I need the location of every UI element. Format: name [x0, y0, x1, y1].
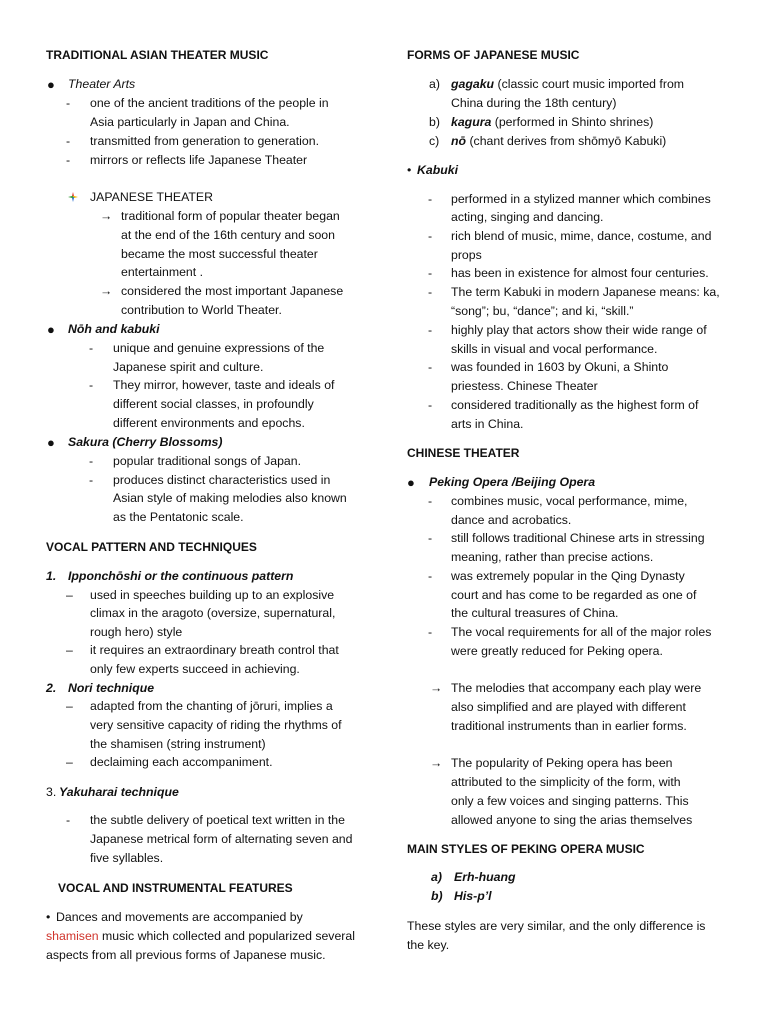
kabuki-item: considered traditionally as the highest form of	[451, 398, 699, 412]
arrow-icon: →	[100, 209, 113, 223]
bullet-dot: •	[46, 910, 51, 924]
form-item	[451, 132, 666, 151]
arrow-icon: →	[430, 681, 443, 695]
bullet-dot: ●	[47, 77, 55, 92]
arrow-icon: →	[100, 284, 113, 298]
kabuki-item: highly play that actors show their wide range of	[451, 323, 707, 337]
features-line-2-rest: music which collected and popularized several	[98, 929, 355, 943]
bullet-dot: ●	[47, 322, 55, 337]
dash: -	[428, 323, 433, 337]
dash: –	[66, 755, 73, 769]
features-line: Dances and movements are accompanied by	[56, 910, 303, 924]
technique-number: 3.	[46, 785, 57, 799]
kabuki-item: has been in existence for almost four centuries.	[451, 266, 709, 280]
dash: -	[428, 398, 433, 412]
kabuki-item: rich blend of music, mime, dance, costume, and	[451, 229, 712, 243]
form-term: nō	[451, 134, 467, 148]
theater-arts-title: Theater Arts	[68, 77, 136, 91]
peking-item: combines music, vocal performance, mime,	[451, 494, 688, 508]
bullet-dot: •	[407, 163, 412, 177]
kabuki-item: performed in a stylized manner which combines	[451, 192, 711, 206]
dash: –	[66, 643, 73, 657]
dash: -	[66, 96, 71, 110]
form-desc: (performed in Shinto shrines)	[491, 115, 654, 129]
japanese-theater-item: at the end of the 16th century and soon	[121, 228, 335, 242]
heading-forms-of-japanese-music: FORMS OF JAPANESE MUSIC	[407, 48, 580, 62]
shamisen-highlight: shamisen	[46, 929, 99, 943]
dash: -	[428, 192, 433, 206]
dash: -	[428, 494, 433, 508]
theater-arts-item: mirrors or reflects life Japanese Theater	[90, 153, 308, 167]
technique-number: 2.	[46, 681, 57, 695]
dash: -	[89, 473, 94, 487]
heading-main-styles: MAIN STYLES OF PEKING OPERA MUSIC	[407, 842, 645, 856]
peking-arrow-item: attributed to the simplicity of the form, with	[451, 775, 681, 789]
form-term: gagaku	[451, 77, 495, 91]
kabuki-item: was founded in 1603 by Okuni, a Shinto	[451, 360, 669, 374]
theater-arts-item: one of the ancient traditions of the people in	[90, 96, 329, 110]
peking-item: still follows traditional Chinese arts in stressing	[451, 531, 705, 545]
technique3-title: Yakuharai technique	[59, 785, 179, 799]
sakura-item: as the Pentatonic scale.	[113, 510, 244, 524]
theater-arts-item: transmitted from generation to generation.	[90, 134, 319, 148]
kabuki-item: skills in visual and vocal performance.	[451, 342, 658, 356]
dash: -	[428, 285, 433, 299]
heading-chinese-theater: CHINESE THEATER	[407, 446, 520, 460]
japanese-theater-item: considered the most important Japanese	[121, 284, 344, 298]
sakura-title: Sakura (Cherry Blossoms)	[68, 435, 223, 449]
closing-text: the key.	[407, 938, 450, 952]
technique1-item: it requires an extraordinary breath control that	[90, 643, 339, 657]
noh-kabuki-item: different social classes, in profoundly	[113, 397, 314, 411]
peking-arrow-item: The melodies that accompany each play were	[451, 681, 702, 695]
japanese-theater-item: contribution to World Theater.	[121, 303, 282, 317]
heading-vocal-instrumental: VOCAL AND INSTRUMENTAL FEATURES	[58, 881, 293, 895]
technique2-title: Nori technique	[68, 681, 155, 695]
technique1-title: Ipponchōshi or the continuous pattern	[68, 569, 294, 583]
style-name: Erh-huang	[454, 870, 516, 884]
dash: –	[66, 588, 73, 602]
technique1-item: used in speeches building up to an explosive	[90, 588, 335, 602]
peking-arrow-item: traditional instruments than in earlier forms.	[451, 719, 687, 733]
peking-arrow-item: only a few voices and singing patterns. This	[451, 794, 689, 808]
dash: -	[89, 341, 94, 355]
dash: -	[428, 625, 433, 639]
technique1-item: only few experts succeed in achieving.	[90, 662, 300, 676]
dash: -	[66, 813, 71, 827]
kabuki-item: props	[451, 248, 482, 262]
sakura-item: Asian style of making melodies also known	[113, 491, 347, 505]
peking-item: dance and acrobatics.	[451, 513, 572, 527]
bullet-dot: ●	[47, 435, 55, 450]
style-name: His-p’l	[454, 889, 492, 903]
heading-vocal-pattern: VOCAL PATTERN AND TECHNIQUES	[46, 540, 257, 554]
features-line: aspects from all previous forms of Japanese music.	[46, 948, 326, 962]
peking-arrow-item: allowed anyone to sing the arias themselves	[451, 813, 693, 827]
dash: -	[428, 569, 433, 583]
kabuki-item: acting, singing and dancing.	[451, 210, 604, 224]
peking-item: the cultural treasures of China.	[451, 606, 619, 620]
japanese-theater-item: traditional form of popular theater began	[121, 209, 340, 223]
japanese-theater-title: JAPANESE THEATER	[90, 190, 213, 204]
kabuki-item: The term Kabuki in modern Japanese means: ka,	[451, 285, 720, 299]
form-item	[451, 113, 653, 132]
closing-text: These styles are very similar, and the only difference is	[407, 919, 706, 933]
form-item: China during the 18th century)	[451, 96, 617, 110]
noh-kabuki-item: different environments and epochs.	[113, 416, 305, 430]
noh-kabuki-item: unique and genuine expressions of the	[113, 341, 325, 355]
noh-kabuki-item: They mirror, however, taste and ideals of	[113, 378, 335, 392]
features-line-2	[46, 927, 355, 946]
form-item	[451, 75, 684, 94]
peking-item: The vocal requirements for all of the major roles	[451, 625, 712, 639]
technique3-item: the subtle delivery of poetical text written in the	[90, 813, 345, 827]
form-label: c)	[429, 134, 440, 148]
bullet-dot: ●	[407, 475, 415, 490]
technique1-item: climax in the aragoto (oversize, supernatural,	[90, 606, 336, 620]
dash: -	[428, 360, 433, 374]
technique2-item: declaiming each accompaniment.	[90, 755, 273, 769]
noh-kabuki-title: Nōh and kabuki	[68, 322, 160, 336]
theater-arts-item: Asia particularly in Japan and China.	[90, 115, 290, 129]
noh-kabuki-item: Japanese spirit and culture.	[113, 360, 264, 374]
dash: -	[428, 531, 433, 545]
form-desc: (classic court music imported from	[494, 77, 685, 91]
peking-arrow-item: also simplified and are played with different	[451, 700, 686, 714]
dash: -	[89, 378, 94, 392]
technique2-item: the shamisen (string instrument)	[90, 737, 266, 751]
peking-item: were greatly reduced for Peking opera.	[451, 644, 663, 658]
sakura-item: produces distinct characteristics used in	[113, 473, 331, 487]
pinwheel-bullet-icon	[68, 192, 78, 202]
dash: -	[66, 134, 71, 148]
technique3-item: Japanese metrical form of alternating seven and	[90, 832, 353, 846]
peking-arrow-item: The popularity of Peking opera has been	[451, 756, 673, 770]
kabuki-title: Kabuki	[417, 163, 458, 177]
kabuki-item: “song”; bu, “dance”; and ki, “skill.”	[451, 304, 634, 318]
dash: -	[89, 454, 94, 468]
technique2-item: adapted from the chanting of jōruri, implies a	[90, 699, 333, 713]
technique3-item: five syllables.	[90, 851, 164, 865]
style-label: b)	[431, 889, 443, 903]
dash: -	[428, 266, 433, 280]
technique2-item: very sensitive capacity of riding the rhythms of	[90, 718, 342, 732]
technique1-item: rough hero) style	[90, 625, 183, 639]
form-label: b)	[429, 115, 440, 129]
dash: -	[428, 229, 433, 243]
dash: -	[66, 153, 71, 167]
arrow-icon: →	[430, 756, 443, 770]
peking-item: was extremely popular in the Qing Dynasty	[451, 569, 685, 583]
peking-item: meaning, rather than precise actions.	[451, 550, 654, 564]
japanese-theater-item: became the most successful theater	[121, 247, 318, 261]
form-desc: (chant derives from shōmyō Kabuki)	[466, 134, 667, 148]
kabuki-item: priestess. Chinese Theater	[451, 379, 598, 393]
peking-item: court and has come to be regarded as one of	[451, 588, 697, 602]
heading-traditional-asian-theater-music: TRADITIONAL ASIAN THEATER MUSIC	[46, 48, 269, 62]
dash: –	[66, 699, 73, 713]
sakura-item: popular traditional songs of Japan.	[113, 454, 301, 468]
form-label: a)	[429, 77, 440, 91]
japanese-theater-item: entertainment .	[121, 265, 204, 279]
peking-title: Peking Opera /Beijing Opera	[429, 475, 596, 489]
style-label: a)	[431, 870, 442, 884]
form-term: kagura	[451, 115, 492, 129]
technique-number: 1.	[46, 569, 57, 583]
kabuki-item: arts in China.	[451, 417, 524, 431]
